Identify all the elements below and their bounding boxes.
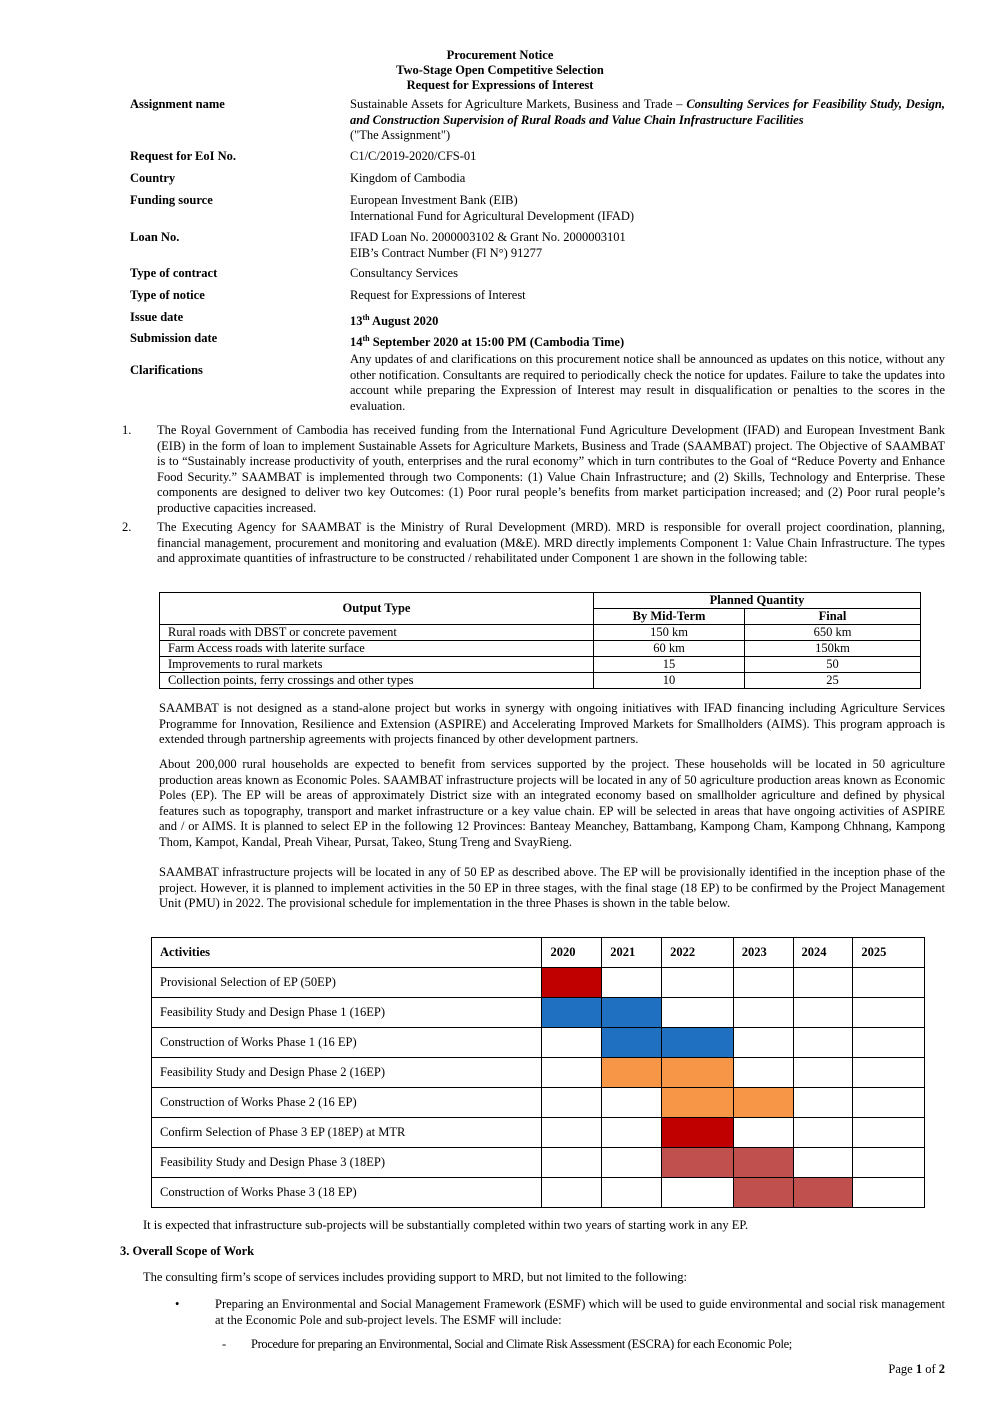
- dash-item: Procedure for preparing an Environmental, Social and Climate Risk Assessment (ESCRA) for each Economic Pole;: [251, 1337, 792, 1351]
- schedule-empty-cell: [853, 1028, 925, 1058]
- schedule-empty-cell: [853, 1088, 925, 1118]
- paragraph-4: About 200,000 rural households are expected to benefit from services supported by the project. These households will be located in 50 agriculture production areas known as Economic Poles. SAAMBAT infrastructure projects will be located in any of 50 agriculture production areas known as Economic Poles (EP). The EP will be areas of approximately District size with an integrated economy based on smallholder agriculture and defined by physical features such as topography, transport and market infrastructure or a key value chain. EP will be selected in areas that have ongoing activities of ASPIRE and / or AIMS. It is planned to select EP in the following 12 Provinces: Banteay Meanchey, Battambang, Kampong Cham, Kampong Chhnang, Kampong Thom, Kampot, Kandal, Preah Vihear, Pursat, Takeo, Stung Treng and SvayRieng.: [159, 757, 945, 849]
- schedule-empty-cell: [602, 1178, 662, 1208]
- paragraph-number: 2.: [122, 520, 132, 534]
- schedule-bar-cell: [793, 1178, 853, 1208]
- schedule-empty-cell: [542, 1178, 602, 1208]
- final-cell: 650 km: [745, 625, 921, 641]
- schedule-bar-cell: [662, 1118, 734, 1148]
- schedule-empty-cell: [542, 1028, 602, 1058]
- col-final: Final: [745, 609, 921, 625]
- bullet-icon: •: [175, 1297, 180, 1311]
- col-year: 2020: [542, 938, 602, 968]
- submission-label: Submission date: [130, 331, 218, 345]
- activity-cell: Provisional Selection of EP (50EP): [152, 968, 542, 998]
- paragraph-5: SAAMBAT infrastructure projects will be located in any of 50 EP as described above. The EP will be provisionally identified in the inception phase of the project. However, it is planned to implement activities in the 50 EP in three stages, with the final stage (18 EP) to be confirmed by the Project Management Unit (PMU) in 2022. The provisional schedule for implementation in the three Phases is shown in the table below.: [159, 865, 945, 910]
- col-year: 2025: [853, 938, 925, 968]
- col-year: 2024: [793, 938, 853, 968]
- table-row: [152, 1028, 925, 1058]
- notice-type-label: Type of notice: [130, 288, 205, 302]
- schedule-empty-cell: [733, 968, 793, 998]
- mid-term-cell: 15: [593, 657, 744, 673]
- schedule-empty-cell: [662, 998, 734, 1028]
- schedule-empty-cell: [853, 1058, 925, 1088]
- schedule-empty-cell: [733, 1028, 793, 1058]
- schedule-empty-cell: [853, 1148, 925, 1178]
- final-cell: 25: [745, 673, 921, 689]
- schedule-empty-cell: [793, 968, 853, 998]
- issue-label: Issue date: [130, 310, 184, 324]
- schedule-empty-cell: [733, 998, 793, 1028]
- output-type-cell: Rural roads with DBST or concrete pavement: [160, 625, 594, 641]
- table-row: [160, 625, 921, 641]
- country-value: Kingdom of Cambodia: [350, 171, 466, 185]
- schedule-bar-cell: [733, 1088, 793, 1118]
- schedule-bar-cell: [662, 1088, 734, 1118]
- paragraph-7: The consulting firm’s scope of services includes providing support to MRD, but not limited to the following:: [143, 1270, 688, 1284]
- col-mid-term: By Mid-Term: [593, 609, 744, 625]
- mid-term-cell: 10: [593, 673, 744, 689]
- paragraph-1: The Royal Government of Cambodia has received funding from the International Fund Agriculture Development (IFAD) and European Investment Bank (EIB) in the form of loan to implement Sustainable Assets for Agriculture Markets, Business and Trade (SAAMBAT) project. The Objective of SAAMBAT is to “Sustainably increase productivity of youth, enterprises and the rural economy” which in turn contributes to the Goal of “Reduce Poverty and Enhance Food Security.” SAAMBAT is implemented through two Components: (1) Value Chain Infrastructure; and (2) Skills, Technology and Enterprise. These components are designed to deliver two key Outcomes: (1) Poor rural people’s benefits from market participation increased; and (2) Poor rural people’s productive capacities increased.: [157, 423, 945, 515]
- table-row: [152, 1178, 925, 1208]
- output-quantity-table: [159, 592, 921, 689]
- assignment-label: Assignment name: [130, 97, 225, 111]
- schedule-empty-cell: [793, 1058, 853, 1088]
- schedule-empty-cell: [853, 1178, 925, 1208]
- paragraph-number: 1.: [122, 423, 132, 437]
- schedule-bar-cell: [662, 1148, 734, 1178]
- contract-value: Consultancy Services: [350, 266, 458, 280]
- schedule-empty-cell: [542, 1058, 602, 1088]
- activity-cell: Construction of Works Phase 1 (16 EP): [152, 1028, 542, 1058]
- schedule-empty-cell: [542, 1088, 602, 1118]
- schedule-empty-cell: [853, 998, 925, 1028]
- schedule-bar-cell: [662, 1058, 734, 1088]
- country-label: Country: [130, 171, 176, 185]
- col-year: 2023: [733, 938, 793, 968]
- schedule-empty-cell: [793, 998, 853, 1028]
- table-row: [152, 1118, 925, 1148]
- activity-cell: Feasibility Study and Design Phase 2 (16EP): [152, 1058, 542, 1088]
- table-row: [152, 1148, 925, 1178]
- page-number: Page 1 of 2: [888, 1362, 945, 1376]
- table-row: [160, 641, 921, 657]
- issue-value: 13th August 2020: [350, 313, 439, 329]
- schedule-empty-cell: [602, 1148, 662, 1178]
- col-output-type: Output Type: [160, 593, 594, 625]
- col-year: 2021: [602, 938, 662, 968]
- notice-type-value: Request for Expressions of Interest: [350, 288, 526, 302]
- col-activities: Activities: [152, 938, 542, 968]
- table-row: [152, 968, 925, 998]
- clarifications-label: Clarifications: [130, 363, 203, 377]
- activity-cell: Feasibility Study and Design Phase 1 (16EP): [152, 998, 542, 1028]
- table-row: [160, 673, 921, 689]
- notice-subtitle-2: Request for Expressions of Interest: [406, 78, 594, 92]
- schedule-empty-cell: [793, 1148, 853, 1178]
- section-heading: 3. Overall Scope of Work: [120, 1244, 255, 1258]
- schedule-empty-cell: [542, 1148, 602, 1178]
- bullet-item: Preparing an Environmental and Social Management Framework (ESMF) which will be used to guide environmental and social risk management at the Economic Pole and sub-project levels. The ESMF will include:: [215, 1297, 945, 1327]
- submission-value: 14th September 2020 at 15:00 PM (Cambodia Time): [350, 334, 625, 350]
- table-row: [160, 657, 921, 673]
- schedule-bar-cell: [602, 1058, 662, 1088]
- table-row: [152, 1058, 925, 1088]
- schedule-empty-cell: [733, 1058, 793, 1088]
- assignment-value: Sustainable Assets for Agriculture Markets, Business and Trade – Consulting Services for Feasibility Study, Design, and Construction Supervision of Rural Roads and Value Chain Infrastructure Facilities ("The Assignment"): [350, 97, 945, 142]
- funding-label: Funding source: [130, 193, 213, 207]
- output-type-cell: Improvements to rural markets: [160, 657, 594, 673]
- schedule-table: [151, 937, 925, 1208]
- eoi-value: C1/C/2019-2020/CFS-01: [350, 149, 477, 163]
- output-type-cell: Collection points, ferry crossings and other types: [160, 673, 594, 689]
- notice-title: Procurement Notice: [446, 48, 554, 62]
- activity-cell: Confirm Selection of Phase 3 EP (18EP) at MTR: [152, 1118, 542, 1148]
- schedule-bar-cell: [733, 1148, 793, 1178]
- output-type-cell: Farm Access roads with laterite surface: [160, 641, 594, 657]
- activity-cell: Construction of Works Phase 3 (18 EP): [152, 1178, 542, 1208]
- dash-icon: -: [222, 1337, 227, 1351]
- col-year: 2022: [662, 938, 734, 968]
- schedule-empty-cell: [793, 1118, 853, 1148]
- mid-term-cell: 60 km: [593, 641, 744, 657]
- schedule-bar-cell: [602, 998, 662, 1028]
- loan-value: IFAD Loan No. 2000003102 & Grant No. 2000003101 EIB’s Contract Number (Fl N°) 91277: [350, 230, 626, 260]
- schedule-empty-cell: [662, 968, 734, 998]
- schedule-bar-cell: [602, 1028, 662, 1058]
- schedule-empty-cell: [853, 1118, 925, 1148]
- paragraph-3: SAAMBAT is not designed as a stand-alone project but works in synergy with ongoing initiatives with IFAD financing including Agriculture Services Programme for Innovation, Resilience and Extension (ASPIRE) and Accelerating Improved Markets for Smallholders (AIMS). This program approach is extended through partnership agreements with projects financed by other development partners.: [159, 701, 945, 746]
- notice-subtitle: Two-Stage Open Competitive Selection: [396, 63, 604, 77]
- final-cell: 150km: [745, 641, 921, 657]
- paragraph-6: It is expected that infrastructure sub-projects will be substantially completed within two years of starting work in any EP.: [143, 1218, 749, 1232]
- schedule-empty-cell: [542, 1118, 602, 1148]
- schedule-empty-cell: [733, 1118, 793, 1148]
- schedule-bar-cell: [662, 1028, 734, 1058]
- funding-value: European Investment Bank (EIB) International Fund for Agricultural Development (IFAD): [350, 193, 635, 223]
- contract-label: Type of contract: [130, 266, 218, 280]
- activity-cell: Feasibility Study and Design Phase 3 (18EP): [152, 1148, 542, 1178]
- schedule-empty-cell: [602, 1088, 662, 1118]
- schedule-empty-cell: [793, 1088, 853, 1118]
- schedule-bar-cell: [542, 968, 602, 998]
- schedule-bar-cell: [542, 998, 602, 1028]
- schedule-empty-cell: [793, 1028, 853, 1058]
- table-row: [152, 998, 925, 1028]
- schedule-empty-cell: [602, 968, 662, 998]
- schedule-empty-cell: [602, 1118, 662, 1148]
- schedule-empty-cell: [662, 1178, 734, 1208]
- schedule-bar-cell: [733, 1178, 793, 1208]
- schedule-empty-cell: [853, 968, 925, 998]
- eoi-label: Request for EoI No.: [130, 149, 237, 163]
- mid-term-cell: 150 km: [593, 625, 744, 641]
- clarifications-value: Any updates of and clarifications on this procurement notice shall be announced as updates on this notice, without any other notification. Consultants are required to periodically check the notice for updates. Failure to take the updates into account while preparing the Expression of Interest may result in disqualification or penalties to the scores in the evaluation.: [350, 352, 945, 413]
- notice-details: [130, 97, 945, 417]
- activity-cell: Construction of Works Phase 2 (16 EP): [152, 1088, 542, 1118]
- final-cell: 50: [745, 657, 921, 673]
- loan-label: Loan No.: [130, 230, 180, 244]
- col-planned-quantity: Planned Quantity: [593, 593, 920, 609]
- paragraph-2: The Executing Agency for SAAMBAT is the Ministry of Rural Development (MRD). MRD is responsible for overall project coordination, planning, financial management, procurement and monitoring and evaluation (M&E). MRD directly implements Component 1: Value Chain Infrastructure. The types and approximate quantities of infrastructure to be constructed / rehabilitated under Component 1 are shown in the following table:: [157, 520, 945, 565]
- table-row: [152, 1088, 925, 1118]
